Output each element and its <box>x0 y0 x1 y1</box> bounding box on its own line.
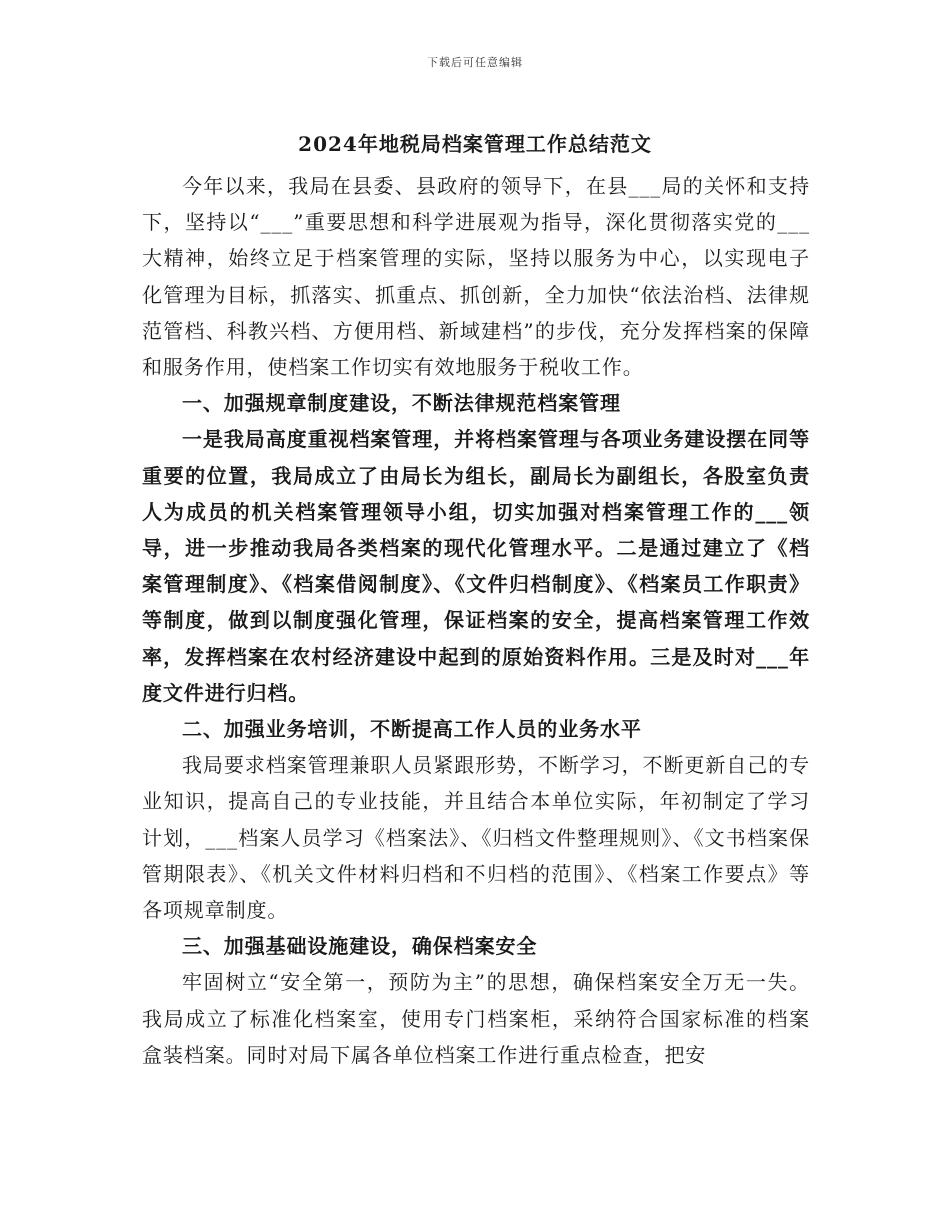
section-1-paragraph: 一是我局高度重视档案管理，并将档案管理与各项业务建设摆在同等重要的位置，我局成立了由局长为组长，副局长为副组长，各股室负责人为成员的机关档案管理领导小组，切实加强对档案管理工作的___领导，进一步推动我局各类档案的现代化管理水平。二是通过建立了《档案管理制度》、《档案借阅制度》、《文件归档制度》、《档案员工作职责》等制度，做到以制度强化管理，保证档案的安全，提高档案管理工作效率，发挥档案在农村经济建设中起到的原始资料作用。三是及时对___年度文件进行归档。 <box>142 427 810 705</box>
document-title: 2024年地税局档案管理工作总结范文 <box>298 132 652 156</box>
section-heading-2: 二、加强业务培训，不断提高工作人员的业务水平 <box>182 717 642 742</box>
section-heading-1: 一、加强规章制度建设，不断法律规范档案管理 <box>182 391 621 416</box>
page-header-note: 下载后可任意编辑 <box>427 56 523 69</box>
intro-paragraph: 今年以来，我局在县委、县政府的领导下，在县___局的关怀和支持下，坚持以“___”重要思想和科学进展观为指导，深化贯彻落实党的___大精神，始终立足于档案管理的实际，坚持以服务为中心，以实现电子化管理为目标，抓落实、抓重点、抓创新，全力加快“依法治档、法律规范管档、科教兴档、方便用档、新域建档”的步伐，充分发挥档案的保障和服务作用，使档案工作切实有效地服务于税收工作。 <box>142 174 810 380</box>
section-2-paragraph: 我局要求档案管理兼职人员紧跟形势，不断学习，不断更新自己的专业知识，提高自己的专业技能，并且结合本单位实际，年初制定了学习计划，___档案人员学习《档案法》、《归档文件整理规则》、《文书档案保管期限表》、《机关文件材料归档和不归档的范围》、《档案工作要点》等各项规章制度。 <box>142 753 810 923</box>
section-heading-3: 三、加强基础设施建设，确保档案安全 <box>182 934 538 959</box>
document-body <box>142 168 810 1073</box>
section-3-paragraph: 牢固树立“安全第一，预防为主”的思想，确保档案安全万无一失。我局成立了标准化档案室，使用专门档案柜，采纳符合国家标准的档案盒装档案。同时对局下属各单位档案工作进行重点检查，把安 <box>142 970 810 1067</box>
